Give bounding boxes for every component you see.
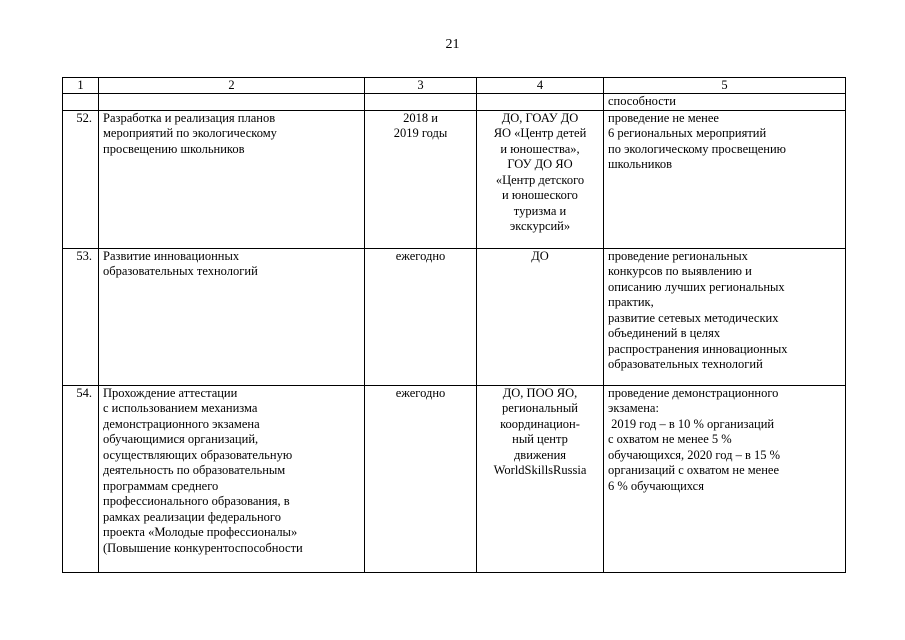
row-number: 53. — [63, 248, 99, 385]
executor-cell — [477, 248, 604, 385]
period-cell — [365, 248, 477, 385]
executor-cell — [477, 385, 604, 572]
text-line: рамках реализации федерального — [103, 509, 281, 524]
text-line: WorldSkillsRussia — [493, 463, 587, 477]
text-line: проведение региональных — [608, 248, 748, 263]
cell-empty — [99, 94, 365, 111]
activity-cell — [99, 385, 365, 572]
page-number: 21 — [445, 37, 460, 52]
result-cell — [604, 110, 846, 248]
text-line: ДО, ГОАУ ДО — [501, 110, 579, 125]
text-line: способности — [608, 94, 676, 108]
header-cell-1: 1 — [63, 78, 99, 94]
text-line: ный центр — [512, 432, 568, 446]
text-line: осуществляющих образовательную — [103, 447, 293, 462]
text-line: ДО — [531, 248, 549, 263]
text-line: 2019 годы — [393, 126, 448, 140]
text-line: экзамена: — [608, 401, 659, 415]
continuation-col5 — [604, 94, 846, 111]
text-line: описанию лучших региональных — [608, 279, 785, 294]
text-line: обучающимися организаций, — [103, 432, 259, 446]
continuation-row — [63, 94, 846, 111]
text-line: Прохождение аттестации — [103, 385, 238, 400]
text-line: Развитие инновационных — [103, 248, 240, 263]
header-cell-2: 2 — [99, 78, 365, 94]
text-line: распространения инновационных — [608, 341, 788, 356]
text-line: по экологическому просвещению — [608, 141, 787, 156]
activity-cell — [99, 248, 365, 385]
cell-empty — [365, 94, 477, 111]
text-line: объединений в целях — [608, 326, 721, 340]
result-cell — [604, 385, 846, 572]
text-line: с использованием механизма — [103, 401, 258, 415]
text-line: деятельность по образовательным — [103, 463, 286, 477]
text-line: школьников — [608, 157, 673, 171]
table-row — [63, 110, 846, 248]
period-cell — [365, 385, 477, 572]
text-line: 2018 и — [403, 110, 438, 125]
text-line: 6 % обучающихся — [608, 478, 704, 493]
header-cell-5: 5 — [604, 78, 846, 94]
table-row — [63, 385, 846, 572]
text-line: координацион- — [500, 416, 580, 431]
text-line: практик, — [608, 295, 654, 309]
text-line: просвещению школьников — [103, 141, 245, 156]
text-line: мероприятий по экологическому — [103, 126, 277, 140]
text-line: ЯО «Центр детей — [493, 126, 587, 140]
cell-empty — [477, 94, 604, 111]
text-line: туризма и — [513, 203, 567, 218]
text-line: экскурсий» — [509, 219, 571, 233]
row-number: 54. — [63, 385, 99, 572]
result-cell — [604, 248, 846, 385]
text-line: демонстрационного экзамена — [103, 416, 260, 431]
text-line: и юношеского — [502, 188, 578, 202]
header-cell-4: 4 — [477, 78, 604, 94]
text-line: развитие сетевых методических — [608, 310, 779, 325]
executor-cell — [477, 110, 604, 248]
text-line: Разработка и реализация планов — [103, 110, 276, 125]
table-header-row — [63, 78, 846, 94]
text-line: и юношества», — [500, 141, 580, 156]
text-line: (Повышение конкурентоспособности — [103, 540, 303, 555]
cell-empty — [63, 94, 99, 111]
text-line: «Центр детского — [495, 172, 585, 187]
text-line: 2019 год – в 10 % организаций — [608, 416, 775, 431]
text-line: конкурсов по выявлению и — [608, 264, 752, 278]
text-line: образовательных технологий — [103, 264, 258, 278]
text-line: движения — [513, 447, 567, 462]
text-line: профессионального образования, в — [103, 494, 290, 508]
period-cell — [365, 110, 477, 248]
text-line: обучающихся, 2020 год – в 15 % — [608, 447, 781, 462]
text-line: ДО, ПОО ЯО, — [502, 385, 578, 400]
header-cell-3: 3 — [365, 78, 477, 94]
text-line: 6 региональных мероприятий — [608, 126, 767, 140]
table-row — [63, 248, 846, 385]
document-table — [62, 77, 846, 573]
text-line: образовательных технологий — [608, 357, 763, 371]
text-line: проведение не менее — [608, 110, 719, 125]
text-line: региональный — [502, 401, 578, 415]
text-line: ежегодно — [395, 248, 446, 263]
activity-cell — [99, 110, 365, 248]
text-line: с охватом не менее 5 % — [608, 432, 732, 446]
text-line: ГОУ ДО ЯО — [507, 157, 573, 171]
text-line: проведение демонстрационного — [608, 385, 779, 400]
text-line: ежегодно — [395, 385, 446, 400]
text-line: проекта «Молодые профессионалы» — [103, 525, 298, 539]
row-number: 52. — [63, 110, 99, 248]
text-line: программам среднего — [103, 478, 219, 493]
text-line: организаций с охватом не менее — [608, 463, 780, 477]
